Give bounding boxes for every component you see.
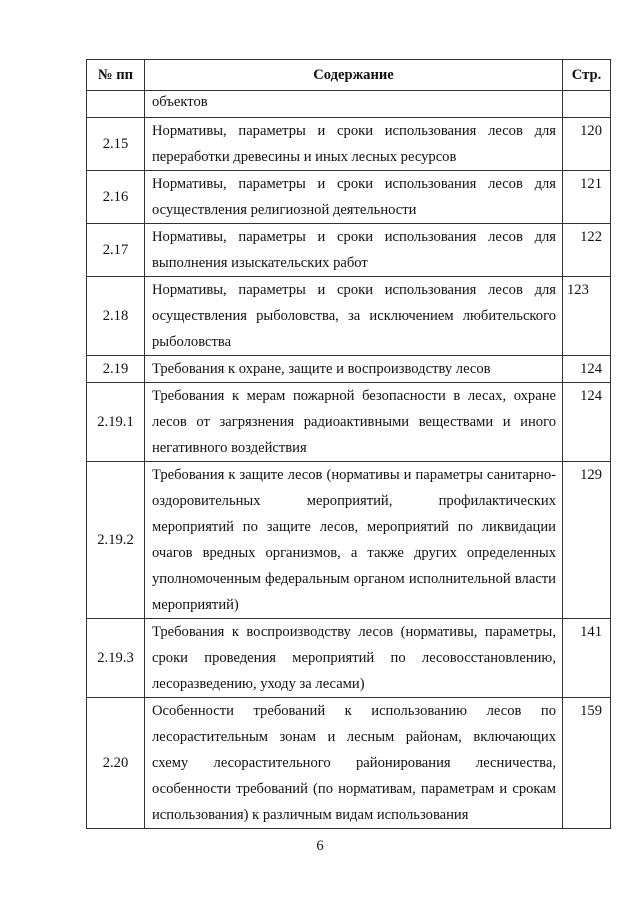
header-number: № пп: [87, 60, 145, 91]
row-content: объектов: [145, 91, 563, 118]
table-row: [87, 383, 611, 462]
table-row: [87, 356, 611, 383]
row-page: [563, 91, 611, 118]
row-number: 2.16: [87, 171, 145, 224]
row-content: Особенности требований к использованию лесов по лесорастительным зонам и лесным районам, включающих схему лесорастительного районирования лесничества, особенности требований (по нормативам, параметрам и срокам использования) к различным видам использования: [145, 698, 563, 829]
row-content: Нормативы, параметры и сроки использования лесов для осуществления рыболовства, за исключением любительского рыболовства: [145, 277, 563, 356]
header-content: Содержание: [145, 60, 563, 91]
table-row: [87, 277, 611, 356]
row-content: Нормативы, параметры и сроки использования лесов для выполнения изыскательских работ: [145, 224, 563, 277]
table-row: [87, 118, 611, 171]
table-row: [87, 462, 611, 619]
row-content: Требования к охране, защите и воспроизводству лесов: [145, 356, 563, 383]
row-content: Требования к мерам пожарной безопасности в лесах, охране лесов от загрязнения радиоактивными веществами и иного негативного воздействия: [145, 383, 563, 462]
row-page: 123: [563, 277, 611, 356]
header-page: Стр.: [563, 60, 611, 91]
page-number: 6: [316, 838, 324, 854]
header-row: [87, 60, 611, 91]
row-number: 2.19.2: [87, 462, 145, 619]
row-content: Нормативы, параметры и сроки использования лесов для осуществления религиозной деятельности: [145, 171, 563, 224]
row-number: 2.15: [87, 118, 145, 171]
row-number: 2.19.3: [87, 619, 145, 698]
row-page: 120: [563, 118, 611, 171]
table-of-contents: [86, 59, 611, 829]
row-page: 122: [563, 224, 611, 277]
table-row: [87, 171, 611, 224]
row-number: [87, 91, 145, 118]
table-row: [87, 91, 611, 118]
row-number: 2.17: [87, 224, 145, 277]
row-number: 2.20: [87, 698, 145, 829]
row-content: Требования к защите лесов (нормативы и параметры санитарно-оздоровительных мероприятий, профилактических мероприятий по защите лесов, мероприятий по ликвидации очагов вредных организмов, а также других определенных уполномоченным федеральным органом исполнительной власти мероприятий): [145, 462, 563, 619]
row-content: Требования к воспроизводству лесов (нормативы, параметры, сроки проведения мероприятий по лесовосстановлению, лесоразведению, уходу за лесами): [145, 619, 563, 698]
row-page: 124: [563, 356, 611, 383]
row-number: 2.19: [87, 356, 145, 383]
table-row: [87, 619, 611, 698]
row-number: 2.19.1: [87, 383, 145, 462]
row-content: Нормативы, параметры и сроки использования лесов для переработки древесины и иных лесных ресурсов: [145, 118, 563, 171]
table-row: [87, 224, 611, 277]
row-page: 129: [563, 462, 611, 619]
table-row: [87, 698, 611, 829]
row-page: 141: [563, 619, 611, 698]
row-page: 124: [563, 383, 611, 462]
row-number: 2.18: [87, 277, 145, 356]
row-page: 121: [563, 171, 611, 224]
row-page: 159: [563, 698, 611, 829]
